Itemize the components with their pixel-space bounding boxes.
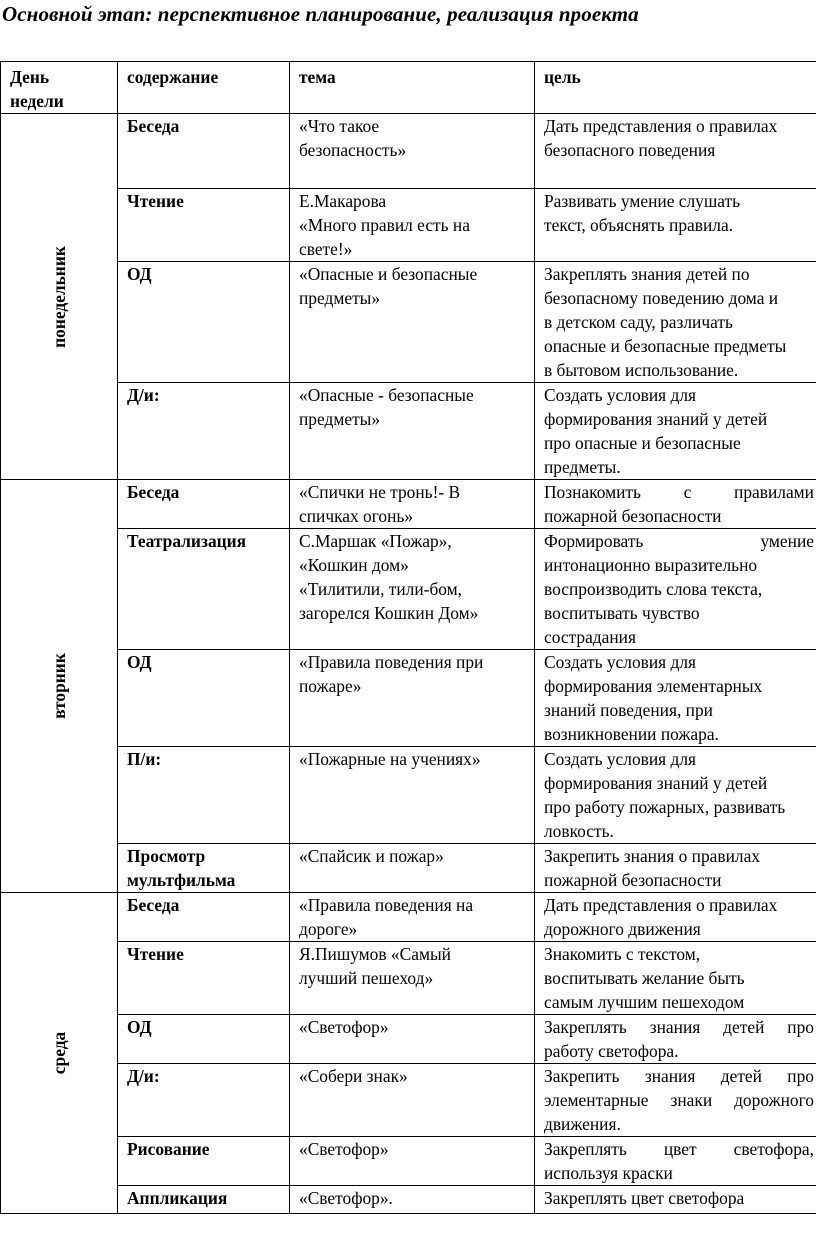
day-cell	[1, 893, 118, 1214]
topic-line: Е.Макарова	[299, 191, 387, 211]
header-day-line: День	[10, 67, 50, 87]
content-cell	[118, 114, 290, 189]
topic-cell	[290, 1015, 535, 1064]
content-line: Чтение	[127, 944, 184, 964]
goal-line: Закреплять цвет светофора,	[544, 1139, 814, 1159]
goal-cell	[535, 1186, 816, 1214]
goal-line: возникновении пожара.	[544, 724, 719, 744]
goal-line: формирования элементарных	[544, 676, 763, 696]
goal-line: Закрепить знания о правилах	[544, 846, 761, 866]
goal-line: элементарные знаки дорожного	[544, 1090, 814, 1110]
goal-line: Закреплять знания детей про	[544, 1017, 814, 1037]
table-row	[1, 893, 816, 942]
content-cell	[118, 383, 290, 480]
goal-line: работу светофора.	[544, 1041, 679, 1061]
day-label: вторник	[49, 653, 69, 719]
topic-cell	[290, 480, 535, 529]
topic-cell	[290, 844, 535, 893]
topic-cell	[290, 942, 535, 1015]
goal-cell	[535, 844, 816, 893]
goal-line: в детском саду, различать	[544, 312, 733, 332]
topic-cell	[290, 262, 535, 383]
content-line: П/и:	[127, 749, 162, 769]
table-row	[1, 480, 816, 529]
topic-line: свете!»	[299, 239, 353, 259]
goal-line: Формировать умение	[544, 531, 814, 551]
table-row	[1, 262, 816, 383]
content-line: Д/и:	[127, 1066, 160, 1086]
topic-line: «Правила поведения на	[299, 895, 474, 915]
day-cell	[1, 114, 118, 480]
topic-line: С.Маршак «Пожар»,	[299, 531, 452, 551]
topic-line: дороге»	[299, 919, 358, 939]
content-line: Театрализация	[127, 531, 247, 551]
goal-line: знаний поведения, при	[544, 700, 713, 720]
table-row	[1, 529, 816, 650]
topic-line: «Правила поведения при	[299, 652, 484, 672]
table-row	[1, 1186, 816, 1214]
table-row	[1, 383, 816, 480]
topic-line: «Кошкин дом»	[299, 555, 409, 575]
goal-line: текст, объяснять правила.	[544, 215, 734, 235]
table-row	[1, 1064, 816, 1137]
topic-line: «Опасные и безопасные	[299, 264, 478, 284]
goal-line: Создать условия для	[544, 749, 697, 769]
plan-body	[1, 114, 816, 1214]
goal-cell	[535, 480, 816, 529]
content-cell	[118, 942, 290, 1015]
goal-cell	[535, 1064, 816, 1137]
header-goal: цель	[535, 62, 816, 114]
content-line: Чтение	[127, 191, 184, 211]
goal-line: Создать условия для	[544, 385, 697, 405]
topic-line: пожаре»	[299, 676, 362, 696]
goal-line: самым лучшим пешеходом	[544, 992, 745, 1012]
goal-line: про опасные и безопасные	[544, 433, 741, 453]
content-cell	[118, 1186, 290, 1214]
table-row	[1, 1137, 816, 1186]
topic-line: «Опасные - безопасные	[299, 385, 474, 405]
topic-line: «Спайсик и пожар»	[299, 846, 444, 866]
topic-cell	[290, 1064, 535, 1137]
goal-cell	[535, 1015, 816, 1064]
topic-line: спичках огонь»	[299, 506, 414, 526]
goal-line: Познакомить с правилами	[544, 482, 814, 502]
goal-line: сострадания	[544, 627, 636, 647]
goal-cell	[535, 747, 816, 844]
topic-cell	[290, 383, 535, 480]
goal-line: формирования знаний у детей	[544, 773, 768, 793]
content-line: Беседа	[127, 482, 180, 502]
content-cell	[118, 844, 290, 893]
topic-cell	[290, 747, 535, 844]
goal-line: безопасному поведению дома и	[544, 288, 779, 308]
topic-line: «Спички не тронь!- В	[299, 482, 461, 502]
goal-line: Знакомить с текстом,	[544, 944, 701, 964]
day-cell	[1, 480, 118, 893]
table-row	[1, 114, 816, 189]
goal-line: предметы.	[544, 457, 621, 477]
content-line: Д/и:	[127, 385, 160, 405]
topic-line: «Светофор».	[299, 1188, 393, 1208]
goal-cell	[535, 942, 816, 1015]
content-line: ОД	[127, 1017, 152, 1037]
table-row	[1, 189, 816, 262]
topic-line: «Пожарные на учениях»	[299, 749, 481, 769]
content-cell	[118, 893, 290, 942]
header-day-line: недели	[10, 91, 64, 111]
goal-line: воспитывать чувство	[544, 603, 700, 623]
goal-line: используя краски	[544, 1163, 673, 1183]
goal-line: Дать представления о правилах	[544, 116, 778, 136]
header-topic: тема	[290, 62, 535, 114]
plan-table	[0, 61, 816, 1214]
topic-line: «Светофор»	[299, 1139, 389, 1159]
topic-line: безопасность»	[299, 140, 407, 160]
day-label: среда	[49, 1031, 69, 1075]
goal-line: в бытовом использование.	[544, 360, 739, 380]
goal-cell	[535, 383, 816, 480]
content-cell	[118, 529, 290, 650]
goal-line: пожарной безопасности	[544, 870, 722, 890]
topic-line: Я.Пишумов «Самый	[299, 944, 451, 964]
header-content: содержание	[118, 62, 290, 114]
topic-cell	[290, 189, 535, 262]
content-line: мультфильма	[127, 870, 236, 890]
content-cell	[118, 1137, 290, 1186]
goal-line: Закрепить знания детей про	[544, 1066, 814, 1086]
table-row	[1, 844, 816, 893]
goal-line: опасные и безопасные предметы	[544, 336, 787, 356]
header-row	[1, 62, 816, 114]
content-cell	[118, 747, 290, 844]
table-row	[1, 1015, 816, 1064]
goal-cell	[535, 262, 816, 383]
goal-line: Закреплять цвет светофора	[544, 1188, 745, 1208]
topic-cell	[290, 1186, 535, 1214]
goal-cell	[535, 1137, 816, 1186]
topic-cell	[290, 114, 535, 189]
goal-line: ловкость.	[544, 821, 614, 841]
topic-line: предметы»	[299, 409, 381, 429]
table-row	[1, 942, 816, 1015]
content-cell	[118, 480, 290, 529]
content-cell	[118, 1015, 290, 1064]
goal-line: Развивать умение слушать	[544, 191, 741, 211]
goal-line: движения.	[544, 1114, 621, 1134]
content-cell	[118, 262, 290, 383]
content-line: Беседа	[127, 116, 180, 136]
goal-cell	[535, 189, 816, 262]
topic-cell	[290, 650, 535, 747]
content-line: Беседа	[127, 895, 180, 915]
goal-cell	[535, 650, 816, 747]
goal-line: дорожного движения	[544, 919, 701, 939]
goal-line: Дать представления о правилах	[544, 895, 778, 915]
goal-line: воспроизводить слова текста,	[544, 579, 763, 599]
topic-line: «Что такое	[299, 116, 380, 136]
topic-cell	[290, 893, 535, 942]
goal-line: Закреплять знания детей по	[544, 264, 750, 284]
content-line: Аппликация	[127, 1188, 228, 1208]
goal-line: про работу пожарных, развивать	[544, 797, 786, 817]
goal-line: интонационно выразительно	[544, 555, 758, 575]
topic-cell	[290, 529, 535, 650]
topic-line: «Тилитили, тили-бом,	[299, 579, 463, 599]
topic-cell	[290, 1137, 535, 1186]
day-label: понедельник	[49, 245, 69, 348]
content-line: Просмотр	[127, 846, 206, 866]
content-line: ОД	[127, 652, 152, 672]
topic-line: предметы»	[299, 288, 381, 308]
table-row	[1, 747, 816, 844]
topic-line: лучший пешеход»	[299, 968, 434, 988]
goal-line: Создать условия для	[544, 652, 697, 672]
content-cell	[118, 650, 290, 747]
content-line: Рисование	[127, 1139, 210, 1159]
topic-line: «Собери знак»	[299, 1066, 408, 1086]
goal-line: пожарной безопасности	[544, 506, 722, 526]
table-row	[1, 650, 816, 747]
topic-line: «Много правил есть на	[299, 215, 470, 235]
content-cell	[118, 1064, 290, 1137]
content-line: ОД	[127, 264, 152, 284]
goal-cell	[535, 893, 816, 942]
topic-line: загорелся Кошкин Дом»	[299, 603, 479, 623]
header-day	[1, 62, 118, 114]
goal-line: формирования знаний у детей	[544, 409, 768, 429]
goal-cell	[535, 529, 816, 650]
content-cell	[118, 189, 290, 262]
topic-line: «Светофор»	[299, 1017, 389, 1037]
page-heading: Основной этап: перспективное планирование, реализация проекта	[2, 2, 639, 26]
goal-line: безопасного поведения	[544, 140, 716, 160]
goal-line: воспитывать желание быть	[544, 968, 745, 988]
goal-cell	[535, 114, 816, 189]
